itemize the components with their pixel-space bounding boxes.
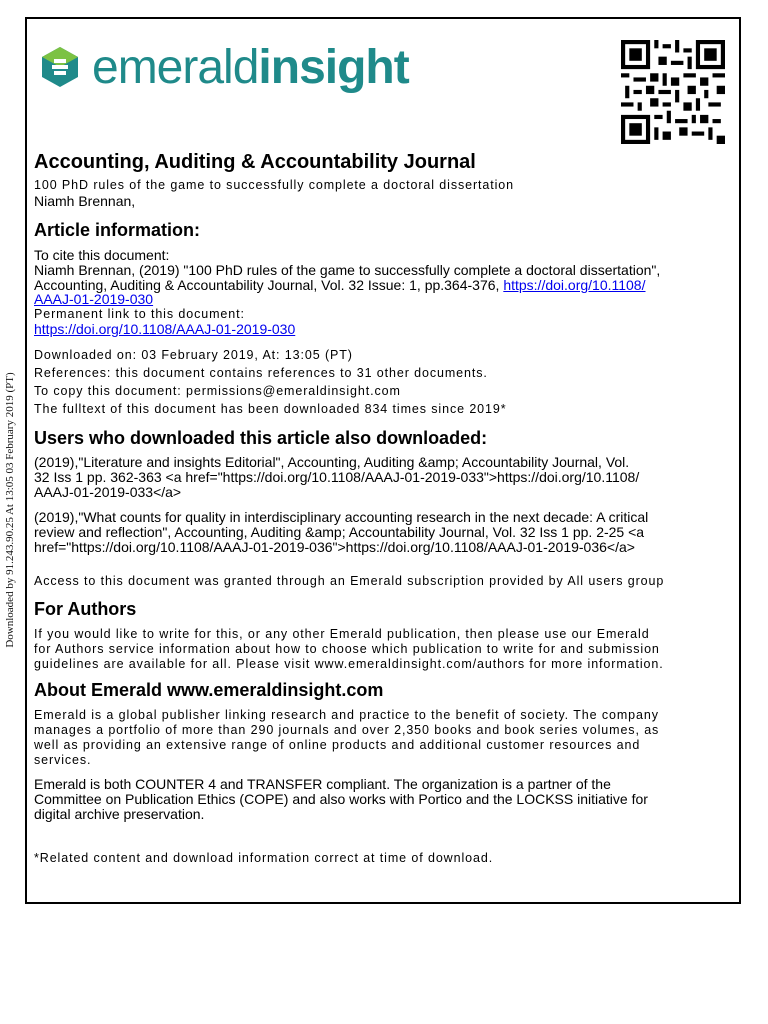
related-item-2-line1: (2019),"What counts for quality in interdisciplinary accounting research in the next decade: A critical bbox=[34, 509, 649, 525]
article-info-heading: Article information: bbox=[34, 220, 201, 240]
cite-text-journal: Accounting, Auditing & Accountability Journal, Vol. 32 Issue: 1, pp.364-376, bbox=[34, 277, 500, 293]
cite-doi-link-continued[interactable]: AAAJ-01-2019-030 bbox=[34, 291, 154, 307]
permanent-link-row bbox=[34, 322, 734, 337]
brand-name bbox=[92, 37, 409, 99]
about-p1-line2: manages a portfolio of more than 290 journals and over 2,350 books and book series volumes, as bbox=[34, 723, 660, 737]
about-p2-line2: Committee on Publication Ethics (COPE) and also works with Portico and the LOCKSS initiative for bbox=[34, 791, 648, 807]
author-name: Niamh Brennan, bbox=[34, 193, 136, 209]
about-p1-line1: Emerald is a global publisher linking research and practice to the benefit of society. The company bbox=[34, 708, 659, 722]
related-item-1-line3: AAAJ-01-2019-033</a> bbox=[34, 484, 182, 500]
article-title: 100 PhD rules of the game to successfully complete a doctoral dissertation bbox=[34, 178, 515, 192]
also-downloaded-heading: Users who downloaded this article also downloaded: bbox=[34, 428, 488, 448]
emerald-insight-logo bbox=[40, 37, 440, 101]
about-p2-line3: digital archive preservation. bbox=[34, 806, 205, 822]
related-item-1-line1: (2019),"Literature and insights Editorial", Accounting, Auditing &amp; Accountability Journal, Vol. bbox=[34, 454, 630, 470]
references-count: References: this document contains references to 31 other documents. bbox=[34, 366, 488, 380]
about-p1-line3: well as providing an extensive range of online products and additional customer resources and bbox=[34, 738, 641, 752]
related-item-2-line3: href="https://doi.org/10.1108/AAAJ-01-2019-036">https://doi.org/10.1108/AAAJ-01-2019-036</a> bbox=[34, 539, 635, 555]
for-authors-line3: guidelines are available for all. Please visit www.emeraldinsight.com/authors for more information. bbox=[34, 657, 664, 671]
related-item-2-line2: review and reflection", Accounting, Auditing &amp; Accountability Journal, Vol. 32 Iss 1 pp. 2-25 <a bbox=[34, 524, 645, 540]
about-emerald-heading: About Emerald www.emeraldinsight.com bbox=[34, 680, 384, 700]
downloaded-on: Downloaded on: 03 February 2019, At: 13:05 (PT) bbox=[34, 348, 353, 362]
about-p2-line1: Emerald is both COUNTER 4 and TRANSFER compliant. The organization is a partner of the bbox=[34, 776, 611, 792]
for-authors-heading: For Authors bbox=[34, 599, 137, 619]
permanent-link-label: Permanent link to this document: bbox=[34, 307, 245, 321]
cite-text-line1: Niamh Brennan, (2019) "100 PhD rules of the game to successfully complete a doctoral dissertation", bbox=[34, 262, 661, 278]
download-stamp-text: Downloaded by 91.243.90.25 At 13:05 03 February 2019 (PT) bbox=[4, 372, 16, 648]
brand-name-light: emerald bbox=[92, 41, 259, 94]
download-stamp bbox=[0, 0, 24, 1024]
journal-title: Accounting, Auditing & Accountability Journal bbox=[34, 151, 476, 173]
permanent-doi-link[interactable]: https://doi.org/10.1108/AAAJ-01-2019-030 bbox=[34, 321, 296, 337]
copy-permissions: To copy this document: permissions@emeraldinsight.com bbox=[34, 384, 401, 398]
related-item-1-line2: 32 Iss 1 pp. 362-363 <a href="https://doi.org/10.1108/AAAJ-01-2019-033">https://doi.org/10.1108/ bbox=[34, 469, 640, 485]
access-note: Access to this document was granted through an Emerald subscription provided by All users group bbox=[34, 574, 665, 588]
brand-name-bold: insight bbox=[258, 41, 409, 94]
cite-text-line3 bbox=[34, 292, 734, 307]
cite-doi-link[interactable]: https://doi.org/10.1108/ bbox=[503, 277, 646, 293]
emerald-logo-icon bbox=[40, 45, 80, 89]
for-authors-line2: for Authors service information about how to choose which publication to write for and submission bbox=[34, 642, 660, 656]
cite-label: To cite this document: bbox=[34, 247, 170, 263]
download-count: The fulltext of this document has been downloaded 834 times since 2019* bbox=[34, 402, 507, 416]
qr-code-icon bbox=[620, 40, 726, 144]
footnote: *Related content and download information correct at time of download. bbox=[34, 851, 494, 865]
about-p1-line4: services. bbox=[34, 753, 92, 767]
for-authors-line1: If you would like to write for this, or any other Emerald publication, then please use our Emerald bbox=[34, 627, 650, 641]
